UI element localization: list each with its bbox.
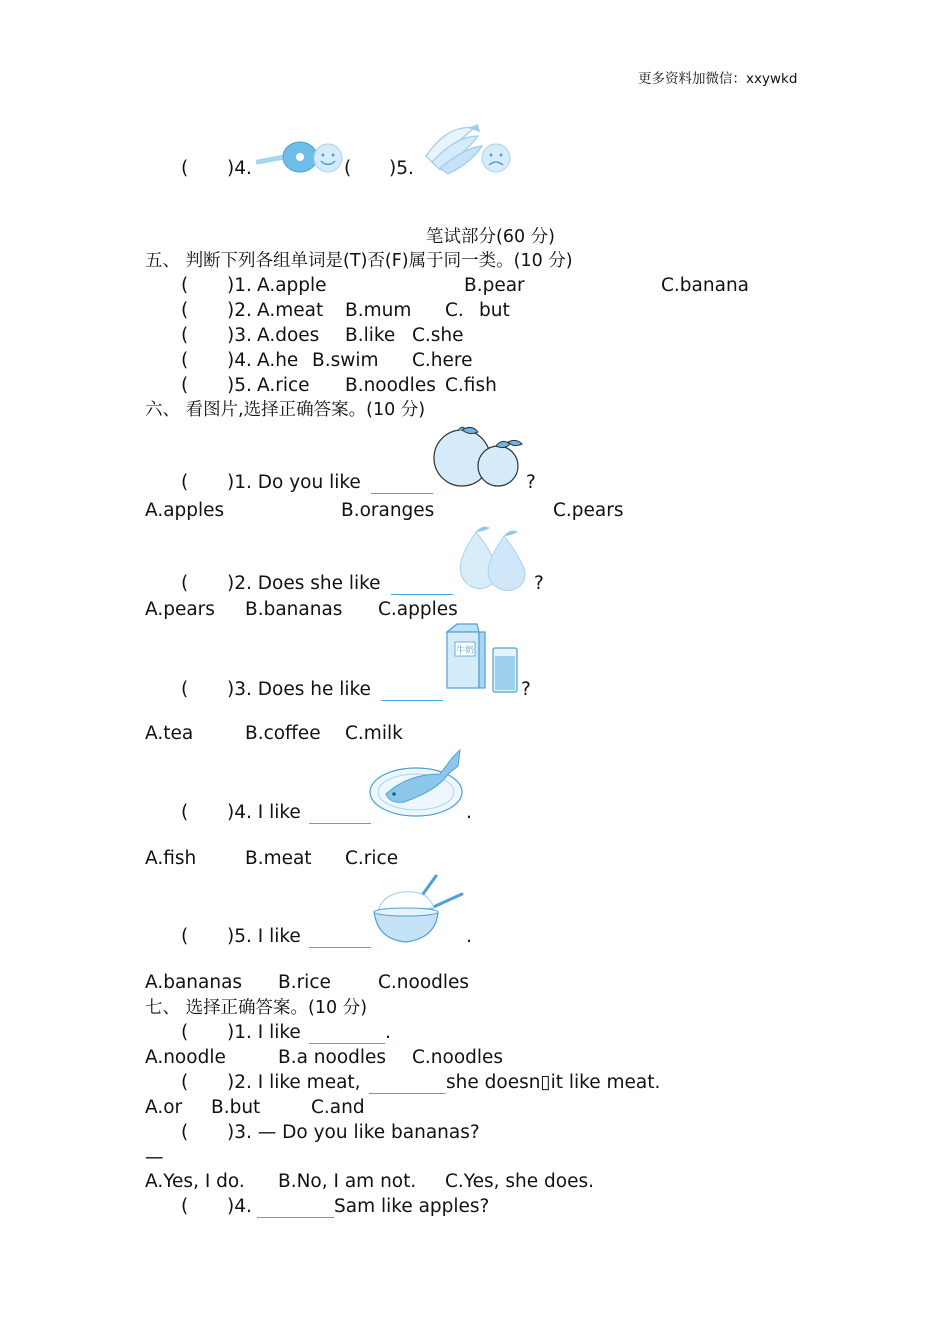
- s6-q4-option-b: B.meat: [245, 848, 312, 869]
- s6-q5-answer-blank[interactable]: [309, 947, 371, 948]
- s6-q5-option-c: C.noodles: [378, 972, 470, 993]
- s6-q5-question: )5. I like: [227, 926, 301, 947]
- s6-q1-option-c: C.pears: [553, 500, 624, 521]
- s7-q1-answer-blank[interactable]: [309, 1043, 385, 1044]
- listening-q4-paren: (: [181, 158, 189, 179]
- pears-image: [452, 522, 532, 592]
- option-c: C.fish: [445, 375, 497, 396]
- paren: (: [181, 300, 189, 321]
- item-number: )5.: [227, 375, 252, 396]
- s6-q2-option-b: B.bananas: [245, 599, 343, 620]
- section6-title: 六、 看图片,选择正确答案。(10 分): [145, 400, 426, 420]
- s7-q1-option-c: C.noodles: [412, 1047, 504, 1068]
- s6-q1-option-a: A.apples: [145, 500, 225, 521]
- s7-q1-option-b: B.a noodles: [278, 1047, 387, 1068]
- s6-q5-paren: (: [181, 926, 189, 947]
- s6-q4-end: .: [466, 802, 472, 823]
- option-a: A.does: [257, 325, 320, 346]
- s6-q4-answer-blank[interactable]: [309, 823, 371, 824]
- rice-bowl-chopsticks-image: [370, 872, 470, 946]
- s6-q3-paren: (: [181, 679, 189, 700]
- ping-pong-paddle-smile-image: [256, 140, 346, 176]
- listening-q5-paren: (: [344, 158, 352, 179]
- listening-q4-number: )4.: [227, 158, 252, 179]
- s6-q5-end: .: [466, 926, 472, 947]
- listening-q5-number: )5.: [389, 158, 414, 179]
- section7-title: 七、 选择正确答案。(10 分): [145, 998, 368, 1018]
- s7-q2-after: she doesn▯it like meat.: [446, 1072, 661, 1093]
- s6-q2-option-a: A.pears: [145, 599, 215, 620]
- fish-on-plate-image: [368, 744, 468, 820]
- option-c: C.here: [412, 350, 473, 371]
- s6-q3-option-b: B.coffee: [245, 723, 321, 744]
- paren: (: [181, 275, 189, 296]
- s6-q3-question: )3. Does he like: [227, 679, 371, 700]
- bananas-sad-face-image: [418, 122, 514, 178]
- option-a: A.he: [257, 350, 299, 371]
- s6-q1-end: ?: [526, 472, 536, 493]
- s6-q4-question: )4. I like: [227, 802, 301, 823]
- s7-q3-reply-dash: —: [145, 1147, 164, 1168]
- s7-q3-paren: (: [181, 1122, 189, 1143]
- milk-carton-glass-image: [443, 622, 523, 694]
- s7-q1-paren: (: [181, 1022, 189, 1043]
- s7-q2-answer-blank[interactable]: [369, 1093, 445, 1094]
- s6-q5-option-b: B.rice: [278, 972, 331, 993]
- s7-q3-option-b: B.No, I am not.: [278, 1171, 417, 1192]
- s6-q1-paren: (: [181, 472, 189, 493]
- s6-q4-paren: (: [181, 802, 189, 823]
- s6-q1-question: )1. Do you like: [227, 472, 361, 493]
- s7-q1-question: )1. I like: [227, 1022, 301, 1043]
- item-number: )4.: [227, 350, 252, 371]
- s6-q3-end: ?: [521, 679, 531, 700]
- option-b: B.noodles: [345, 375, 436, 396]
- s6-q3-answer-blank[interactable]: [381, 700, 443, 701]
- option-b: B.mum: [345, 300, 412, 321]
- option-a: A.apple: [257, 275, 327, 296]
- option-c-word: but: [479, 300, 510, 321]
- option-c: C.: [445, 300, 464, 321]
- s6-q2-end: ?: [534, 573, 544, 594]
- s7-q4-after: Sam like apples?: [334, 1196, 490, 1217]
- s6-q2-answer-blank[interactable]: [391, 594, 453, 595]
- option-b: B.like: [345, 325, 396, 346]
- s6-q2-option-c: C.apples: [378, 599, 458, 620]
- s7-q4-paren: (: [181, 1196, 189, 1217]
- s6-q4-option-c: C.rice: [345, 848, 399, 869]
- s6-q2-paren: (: [181, 573, 189, 594]
- option-c: C.she: [412, 325, 464, 346]
- item-number: )2.: [227, 300, 252, 321]
- s7-q3-option-a: A.Yes, I do.: [145, 1171, 245, 1192]
- s6-q5-option-a: A.bananas: [145, 972, 243, 993]
- s6-q1-answer-blank[interactable]: [371, 493, 433, 494]
- item-number: )3.: [227, 325, 252, 346]
- section5-title: 五、 判断下列各组单词是(T)否(F)属于同一类。(10 分): [145, 251, 573, 271]
- paren: (: [181, 325, 189, 346]
- s6-q1-option-b: B.oranges: [341, 500, 435, 521]
- s6-q3-option-c: C.milk: [345, 723, 403, 744]
- header-note: 更多资料加微信：xxywkd: [638, 71, 798, 87]
- paren: (: [181, 375, 189, 396]
- option-a: A.rice: [257, 375, 310, 396]
- s7-q3-question: )3. — Do you like bananas?: [227, 1122, 480, 1143]
- s7-q2-paren: (: [181, 1072, 189, 1093]
- s7-q4-number: )4.: [227, 1196, 252, 1217]
- option-c: C.banana: [661, 275, 750, 296]
- s7-q2-option-b: B.but: [211, 1097, 261, 1118]
- s6-q3-option-a: A.tea: [145, 723, 194, 744]
- item-number: )1.: [227, 275, 252, 296]
- s7-q2-question: )2. I like meat,: [227, 1072, 361, 1093]
- option-a: A.meat: [257, 300, 324, 321]
- milk-carton-label: 牛奶: [455, 646, 475, 656]
- s6-q4-option-a: A.fish: [145, 848, 197, 869]
- written-part-title: 笔试部分(60 分): [426, 227, 555, 247]
- s6-q2-question: )2. Does she like: [227, 573, 381, 594]
- s7-q4-answer-blank[interactable]: [257, 1217, 334, 1218]
- s7-q2-option-a: A.or: [145, 1097, 183, 1118]
- s7-q3-option-c: C.Yes, she does.: [445, 1171, 595, 1192]
- option-b: B.pear: [464, 275, 525, 296]
- s7-q1-end: .: [385, 1022, 391, 1043]
- s7-q1-option-a: A.noodle: [145, 1047, 226, 1068]
- s7-q2-option-c: C.and: [311, 1097, 365, 1118]
- oranges-image: [432, 422, 526, 490]
- option-b: B.swim: [312, 350, 379, 371]
- paren: (: [181, 350, 189, 371]
